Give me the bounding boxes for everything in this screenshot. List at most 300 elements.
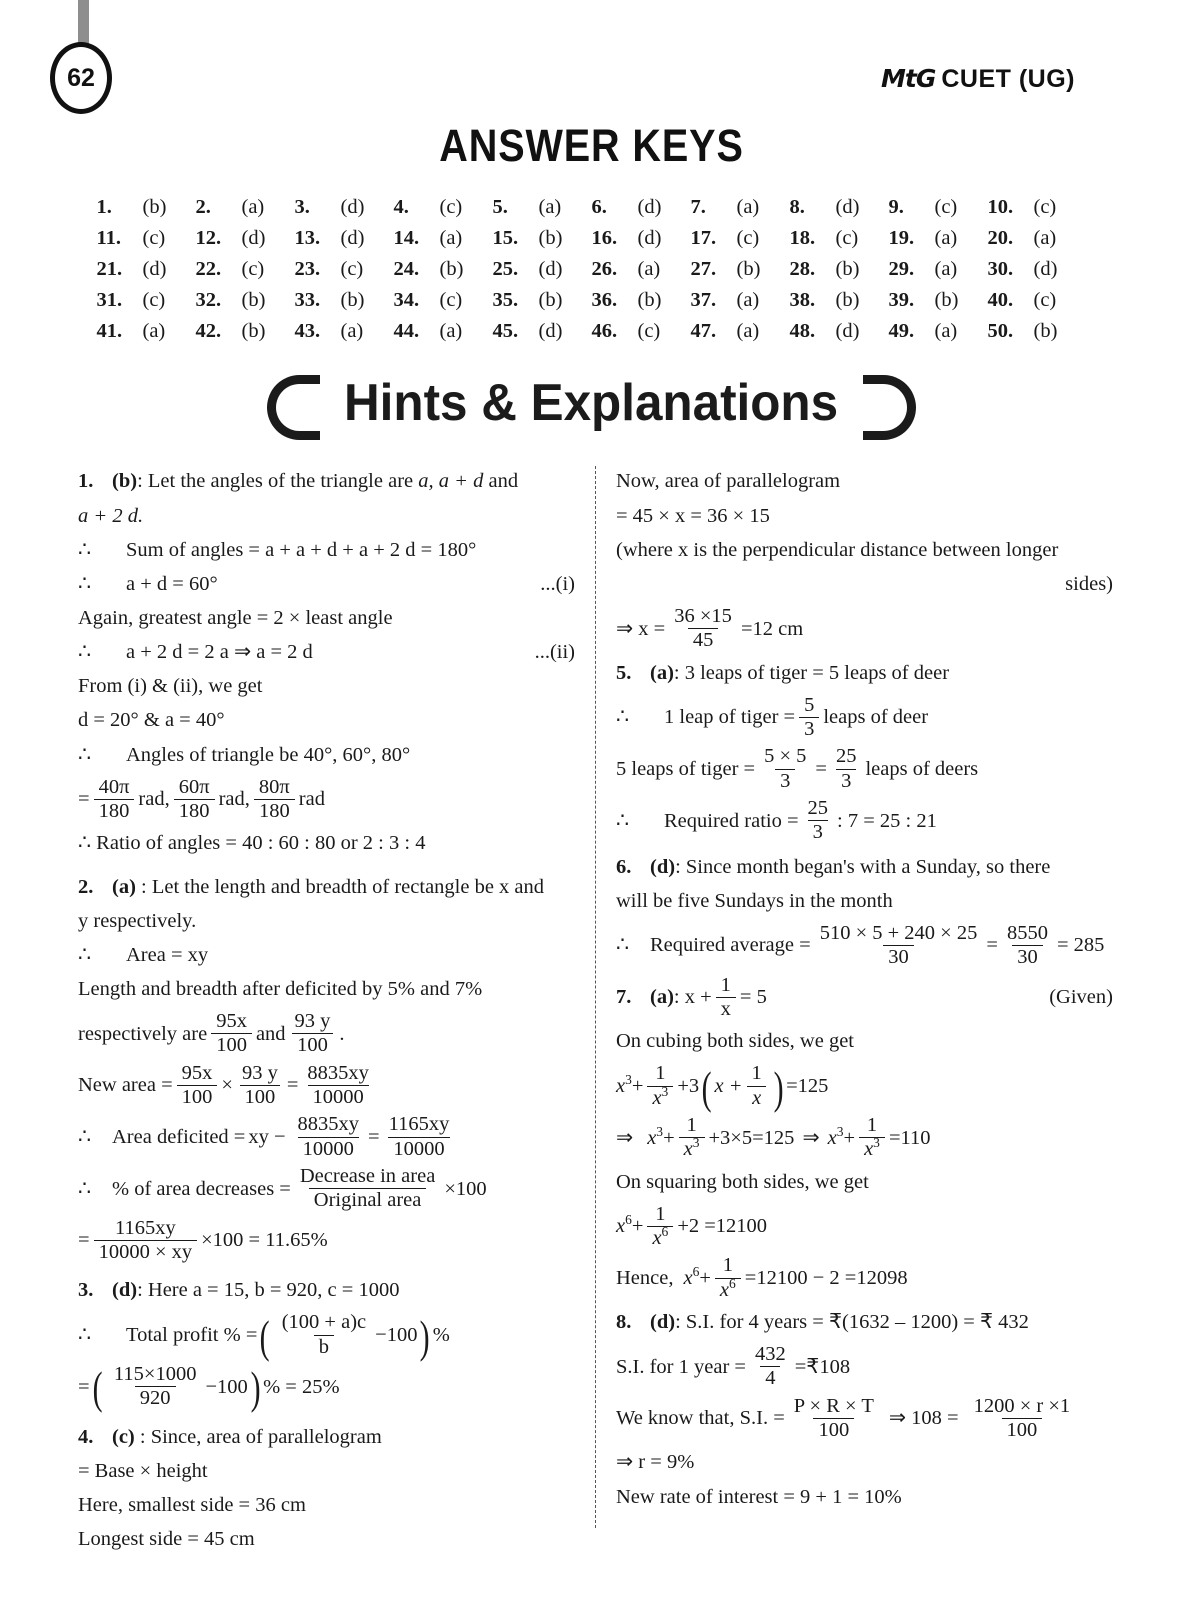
numerator: 60π — [178, 775, 210, 798]
solution-8-si-formula-equation — [616, 1396, 1113, 1442]
solution-4-cont-line2-text: = 45 × x = 36 × 15 — [616, 504, 770, 527]
solution-1-option: (b) — [112, 470, 138, 493]
plus-three: +3 — [677, 1074, 700, 1097]
solution-4-cont-line2 — [616, 501, 1113, 532]
answer-key-entry — [394, 320, 493, 343]
answer-key-option: (b) — [736, 258, 761, 280]
numerator: 25 — [807, 797, 829, 820]
fraction-1165xy-10000xy — [94, 1218, 198, 1264]
therefore-symbol: ∴ — [616, 934, 630, 957]
solution-2-line2 — [78, 906, 575, 937]
variable-x: x — [827, 1126, 837, 1149]
answer-key-number: 37. — [690, 289, 717, 311]
solution-3-option: (d) — [112, 1279, 138, 1302]
solution-4-cont-line1-text: Now, area of parallelogram — [616, 470, 841, 493]
solution-1-line4-text: a + d = 60° — [126, 572, 218, 595]
solution-7-final-equation — [616, 1255, 1113, 1301]
denominator: 3 — [808, 820, 828, 843]
solution-7-simplify-equation — [616, 1115, 1113, 1161]
denominator: 3 — [799, 717, 819, 740]
denominator: 180 — [254, 799, 295, 822]
answer-key-entry — [988, 258, 1087, 281]
required-ratio-label: Required ratio = — [664, 809, 799, 832]
answer-key-option: (a) — [241, 196, 265, 218]
fraction-prt-over-100 — [789, 1396, 879, 1442]
variable-x: x — [647, 1126, 657, 1149]
solution-7-option: (a) — [650, 986, 674, 1009]
answer-key-option: (c) — [1033, 196, 1057, 218]
solution-7-line2-text: On cubing both sides, we get — [616, 1030, 854, 1053]
solution-5-line1: : 3 leaps of tiger = 5 leaps of deer — [673, 661, 950, 684]
answer-key-number: 35. — [492, 289, 519, 311]
equals-sign: = — [286, 1074, 299, 1097]
fraction-8835xy-10000 — [302, 1063, 374, 1109]
minus-100: −100 — [375, 1323, 418, 1346]
answer-key-number: 43. — [294, 320, 321, 342]
plus-sign: + — [699, 1266, 711, 1289]
solution-2-line3 — [78, 940, 575, 971]
answer-key-number: 5. — [492, 196, 508, 218]
denominator: b — [314, 1335, 334, 1358]
equals-sign: = — [78, 1229, 90, 1252]
solution-4-number: 4. — [78, 1425, 94, 1448]
answer-key-option: (b) — [637, 289, 662, 311]
solution-1 — [78, 466, 575, 497]
answer-key-entry — [493, 289, 592, 312]
solution-7-cube-equation — [616, 1061, 1113, 1113]
equals-sign: = — [986, 934, 998, 957]
numerator: 1 — [751, 1062, 762, 1085]
equals-125: =125 — [786, 1074, 829, 1097]
answer-key-number: 18. — [789, 227, 816, 249]
exponent: 3 — [656, 1123, 664, 1139]
right-column — [616, 466, 1113, 1558]
answer-key-option: (b) — [835, 289, 860, 311]
fraction-5-over-3 — [799, 695, 819, 741]
result-11-65-percent: ×100 = 11.65% — [201, 1229, 328, 1252]
denominator — [715, 1275, 741, 1301]
answer-key-option: (d) — [835, 196, 860, 218]
denominator: 180 — [94, 799, 135, 822]
solution-2-option: (a) — [112, 875, 136, 898]
answer-key-entry — [790, 258, 889, 281]
variable-x: x — [652, 1227, 662, 1250]
numerator: 80π — [258, 775, 290, 798]
denominator: 100 — [1002, 1418, 1043, 1441]
solution-1-line2 — [78, 501, 575, 532]
exponent: 3 — [692, 1135, 700, 1151]
solution-3-line1: : Here a = 15, b = 920, c = 1000 — [137, 1279, 400, 1302]
numerator: 95x — [181, 1061, 213, 1084]
numerator: Decrease in area — [299, 1165, 436, 1188]
fraction-5x5-over-3 — [759, 746, 811, 792]
therefore-symbol: ∴ — [78, 1177, 92, 1200]
answer-key-option: (a) — [736, 196, 760, 218]
answer-key-entry — [691, 196, 790, 219]
answer-key-option: (b) — [538, 227, 563, 249]
solution-1-line5-text: Again, greatest angle = 2 × least angle — [78, 606, 393, 629]
therefore-symbol: ∴ — [78, 572, 92, 595]
solution-2-number: 2. — [78, 875, 94, 898]
plus-2-equals-12100: +2 =12100 — [677, 1215, 768, 1238]
answer-key-number: 28. — [789, 258, 816, 280]
denominator: 30 — [883, 945, 914, 968]
numerator: 36 ×15 — [674, 604, 732, 627]
answer-keys-grid — [97, 196, 1087, 343]
respectively-label: respectively are — [78, 1022, 208, 1045]
solution-2-final-equation — [78, 1218, 575, 1264]
solution-1-line6 — [78, 637, 575, 668]
answer-key-option: (d) — [1033, 258, 1058, 280]
exponent: 6 — [661, 1224, 669, 1240]
answer-key-entry — [394, 196, 493, 219]
solution-6-number: 6. — [616, 855, 632, 878]
answer-key-number: 8. — [789, 196, 805, 218]
solution-3-result-equation — [78, 1362, 575, 1414]
answer-key-number: 27. — [690, 258, 717, 280]
answer-key-number: 19. — [888, 227, 915, 249]
answer-key-entry — [988, 227, 1087, 250]
answer-key-number: 15. — [492, 227, 519, 249]
solution-6-line2 — [616, 886, 1113, 917]
solution-8-line3 — [616, 1482, 1113, 1513]
therefore-symbol: ∴ — [78, 1125, 92, 1148]
solution-7-line2 — [616, 1026, 1113, 1057]
area-deficited-label: Area deficited = — [112, 1125, 246, 1148]
si-one-year-label: S.I. for 1 year = — [616, 1355, 746, 1378]
solution-8-line1: : S.I. for 4 years = ₹(1632 – 1200) = ₹ 432 — [675, 1311, 1029, 1334]
five-leaps-label: 5 leaps of tiger = — [616, 757, 756, 780]
answer-key-option: (a) — [1033, 227, 1057, 249]
answer-key-option: (a) — [934, 227, 958, 249]
solution-4-cont-line4 — [616, 569, 1113, 600]
brand-logo — [881, 64, 1075, 94]
numerator: 1 — [655, 1202, 666, 1225]
answer-key-number: 49. — [888, 320, 915, 342]
answer-key-number: 24. — [393, 258, 420, 280]
answer-key-option: (a) — [340, 320, 364, 342]
plus-sign: + — [663, 1126, 675, 1149]
solution-1-ref-ii: ...(ii) — [534, 641, 575, 664]
answer-key-number: 6. — [591, 196, 607, 218]
solution-7-square-equation — [616, 1204, 1113, 1250]
answer-key-number: 34. — [393, 289, 420, 311]
result-285: = 285 — [1056, 934, 1105, 957]
denominator: 100 — [813, 1418, 854, 1441]
solution-2-area-deficited-equation — [78, 1114, 575, 1160]
x-cubed-term — [616, 1072, 632, 1098]
numerator: 5 — [804, 693, 815, 716]
result-12-cm: =12 cm — [740, 617, 804, 640]
solution-6 — [616, 852, 1113, 883]
fraction-432-over-4 — [750, 1344, 791, 1390]
solution-1-ref-i: ...(i) — [540, 572, 575, 595]
exponent: 6 — [729, 1275, 736, 1291]
answer-key-entry — [493, 196, 592, 219]
answer-key-option: (a) — [934, 258, 958, 280]
answer-key-option: (c) — [835, 227, 859, 249]
answer-key-number: 21. — [96, 258, 123, 280]
fraction-1165xy-10000 — [384, 1114, 455, 1160]
answer-key-entry — [97, 196, 196, 219]
answer-key-entry — [790, 320, 889, 343]
given-note: (Given) — [1049, 986, 1113, 1009]
leaps-of-deer-label: leaps of deer — [823, 706, 929, 729]
answer-key-entry — [691, 320, 790, 343]
solution-3-number: 3. — [78, 1279, 94, 1302]
answer-key-entry — [295, 320, 394, 343]
result-25-21: : 7 = 25 : 21 — [837, 809, 937, 832]
solution-8 — [616, 1307, 1113, 1338]
answer-key-entry — [592, 227, 691, 250]
fraction-1200r1-over-100 — [969, 1396, 1076, 1442]
answer-key-number: 7. — [690, 196, 706, 218]
solution-6-average-equation — [616, 923, 1113, 969]
answer-key-number: 41. — [96, 320, 123, 342]
answer-key-number: 11. — [96, 227, 121, 249]
left-column — [78, 466, 575, 1558]
therefore-symbol: ∴ — [78, 832, 92, 855]
inner-x-plus — [714, 1075, 742, 1098]
solution-4-cont-line3 — [616, 535, 1113, 566]
answer-key-entry — [196, 227, 295, 250]
fraction-60pi-180 — [174, 777, 215, 823]
answer-key-option: (a) — [538, 196, 562, 218]
answer-key-entry — [988, 196, 1087, 219]
answer-key-number: 29. — [888, 258, 915, 280]
solution-5-required-ratio-equation — [616, 798, 1113, 844]
plus-sign: + — [631, 1074, 644, 1097]
answer-key-number: 45. — [492, 320, 519, 342]
answer-key-number: 38. — [789, 289, 816, 311]
answer-key-entry — [889, 196, 988, 219]
answer-key-option: (d) — [835, 320, 860, 342]
and-label: and — [255, 1022, 286, 1045]
numerator: 432 — [754, 1343, 786, 1366]
variable-x: x — [752, 1086, 762, 1109]
numerator: 1 — [686, 1113, 697, 1136]
answer-key-option: (c) — [736, 227, 760, 249]
right-paren: ) — [420, 1310, 431, 1362]
solution-1-number: 1. — [78, 470, 94, 493]
therefore-symbol: ∴ — [78, 943, 92, 966]
fraction-25-over-3 — [831, 746, 862, 792]
answer-key-number: 16. — [591, 227, 618, 249]
numerator: (100 + a)c — [281, 1311, 367, 1334]
denominator: 10000 × xy — [94, 1240, 198, 1263]
solution-1-line9 — [78, 740, 575, 771]
answer-key-number: 31. — [96, 289, 123, 311]
solution-1-line7 — [78, 671, 575, 702]
numerator: 40π — [98, 775, 130, 798]
fraction-510x5-240x25-over-30 — [815, 923, 983, 969]
answer-key-option: (d) — [241, 227, 266, 249]
numerator: 1200 × r ×1 — [973, 1394, 1071, 1417]
denominator: 4 — [760, 1366, 780, 1389]
answer-key-number: 42. — [195, 320, 222, 342]
answer-key-option: (c) — [934, 196, 958, 218]
answer-key-number: 25. — [492, 258, 519, 280]
solution-7-number: 7. — [616, 986, 632, 1009]
denominator: 180 — [174, 799, 215, 822]
fraction-1-over-x-sixth — [715, 1255, 741, 1301]
answer-key-entry — [592, 320, 691, 343]
answer-key-option: (a) — [439, 227, 463, 249]
answer-key-option: (c) — [241, 258, 265, 280]
answer-key-entry — [97, 320, 196, 343]
solution-7-line3-text: On squaring both sides, we get — [616, 1170, 869, 1193]
fraction-25-over-3 — [803, 798, 834, 844]
answer-key-option: (a) — [142, 320, 166, 342]
unit-rad: rad, — [218, 788, 250, 811]
answer-key-option: (b) — [1033, 320, 1058, 342]
answer-key-entry — [394, 227, 493, 250]
denominator — [747, 1086, 766, 1109]
right-paren: ) — [250, 1362, 261, 1414]
equals-110: =110 — [888, 1126, 931, 1149]
answer-key-entry — [295, 289, 394, 312]
implies-108-equals: ⇒ 108 = — [888, 1407, 959, 1430]
solution-4-cont-line3-text: (where x is the perpendicular distance between longer — [616, 538, 1059, 561]
solution-1-line8 — [78, 705, 575, 736]
solution-7-line3 — [616, 1167, 1113, 1198]
solution-1-radian-equation — [78, 777, 575, 823]
solution-6-line2-text: will be five Sundays in the month — [616, 889, 893, 912]
numerator: 8835xy — [307, 1061, 369, 1084]
answer-key-entry — [196, 258, 295, 281]
denominator: 920 — [135, 1386, 176, 1409]
answer-key-option: (a) — [637, 258, 661, 280]
solution-2-new-area-equation — [78, 1063, 575, 1109]
answer-key-entry — [691, 258, 790, 281]
percent-sign: % — [432, 1323, 450, 1346]
answer-key-entry — [790, 227, 889, 250]
solution-4-line1: : Since, area of parallelogram — [134, 1425, 382, 1448]
solution-7 — [616, 975, 1113, 1021]
numerator: 115×1000 — [113, 1363, 197, 1386]
answer-key-option: (b) — [538, 289, 563, 311]
answer-key-option: (a) — [934, 320, 958, 342]
page-header — [0, 0, 1183, 120]
equals-sign: = — [78, 788, 90, 811]
answer-key-option: (d) — [538, 320, 563, 342]
answer-key-number: 44. — [393, 320, 420, 342]
result-rupees-108: =₹108 — [794, 1355, 851, 1378]
answer-key-option: (b) — [340, 289, 365, 311]
denominator — [647, 1083, 673, 1109]
answer-key-number: 26. — [591, 258, 618, 280]
solution-6-line1: : Since month began's with a Sunday, so there — [675, 855, 1051, 878]
hence-label: Hence, — [616, 1266, 674, 1289]
numerator: 1 — [722, 1254, 733, 1277]
answer-key-number: 14. — [393, 227, 420, 249]
unit-rad: rad — [298, 788, 325, 811]
plus-sign: + — [843, 1126, 856, 1149]
answer-key-number: 23. — [294, 258, 321, 280]
therefore-symbol: ∴ — [78, 641, 92, 664]
answer-key-number: 33. — [294, 289, 321, 311]
solution-1-line7-text: From (i) & (ii), we get — [78, 675, 263, 698]
answer-key-number: 3. — [294, 196, 310, 218]
multiply-100: ×100 — [444, 1177, 487, 1200]
left-paren: ( — [701, 1061, 712, 1113]
exponent: 3 — [836, 1123, 844, 1139]
fraction-1-over-x-cubed — [679, 1115, 705, 1161]
numerator: 5 × 5 — [764, 745, 807, 768]
equals-sign: = — [78, 1375, 90, 1398]
inner-x-term: x + — [714, 1074, 743, 1097]
sides-note: sides) — [1065, 572, 1113, 595]
answer-key-option: (a) — [439, 320, 463, 342]
solution-7-lhs: : x + — [673, 986, 712, 1009]
fraction-100plusa-c-over-b — [277, 1312, 371, 1358]
numerator: 25 — [835, 745, 857, 768]
total-profit-label: Total profit % = — [126, 1323, 258, 1346]
numerator: 8550 — [1006, 921, 1048, 944]
numerator: 1 — [720, 973, 731, 996]
variable-x: x — [616, 1215, 626, 1238]
answer-keys-title: ANSWER KEYS — [439, 120, 744, 171]
answer-key-entry — [691, 289, 790, 312]
brand-subtitle: CUET (UG) — [941, 65, 1075, 93]
numerator: 93 y — [241, 1061, 278, 1084]
left-paren: ( — [260, 1310, 271, 1362]
fraction-decrease-over-original — [295, 1166, 440, 1212]
answer-key-option: (c) — [439, 196, 463, 218]
variable-x: x — [683, 1266, 693, 1289]
result-25-percent: % = 25% — [263, 1375, 340, 1398]
answer-key-number: 1. — [96, 196, 112, 218]
answer-key-option: (c) — [142, 227, 166, 249]
answer-key-entry — [295, 196, 394, 219]
therefore-symbol: ∴ — [78, 538, 92, 561]
fraction-1-over-x — [716, 975, 736, 1021]
answer-key-number: 50. — [987, 320, 1014, 342]
solution-2 — [78, 872, 575, 903]
solution-1-line5 — [78, 603, 575, 634]
answer-key-entry — [592, 196, 691, 219]
answer-key-entry — [889, 258, 988, 281]
answer-key-entry — [394, 258, 493, 281]
variable-x: x — [683, 1138, 693, 1161]
x-sixth-term — [683, 1264, 700, 1290]
solution-1-line9-text: Angles of triangle be 40°, 60°, 80° — [126, 743, 411, 766]
new-area-label: New area = — [78, 1074, 173, 1097]
denominator: 30 — [1012, 945, 1043, 968]
therefore-symbol: ∴ — [616, 809, 630, 832]
denominator: Original area — [309, 1188, 427, 1211]
answer-key-entry — [97, 289, 196, 312]
solution-2-line3-text: Area = xy — [126, 943, 209, 966]
solution-4-line3 — [78, 1490, 575, 1521]
answer-key-entry — [97, 258, 196, 281]
answer-key-number: 4. — [393, 196, 409, 218]
answer-key-number: 10. — [987, 196, 1014, 218]
exponent: 3 — [625, 1072, 632, 1088]
denominator: 45 — [688, 628, 719, 651]
answer-key-entry — [889, 227, 988, 250]
solution-4-line4 — [78, 1524, 575, 1555]
solution-2-line2-text: y respectively. — [78, 909, 197, 932]
answer-key-option: (c) — [637, 320, 661, 342]
implies-x-equals: ⇒ x = — [616, 617, 666, 640]
fraction-8835xy-10000 — [293, 1114, 365, 1160]
denominator — [859, 1137, 885, 1160]
denominator: 3 — [836, 769, 856, 792]
denominator: 10000 — [388, 1137, 449, 1160]
numerator: 1 — [866, 1113, 878, 1136]
answer-key-option: (c) — [439, 289, 463, 311]
